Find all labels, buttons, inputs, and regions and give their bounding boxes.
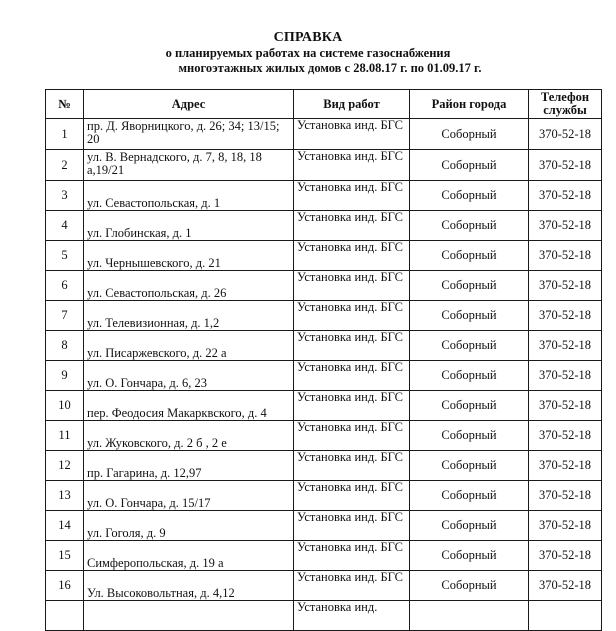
row-number: 16: [46, 571, 84, 601]
row-address: пер. Феодосия Макарквского, д. 4: [84, 391, 294, 421]
table-row: [46, 150, 602, 181]
row-address: ул. В. Вернадского, д. 7, 8, 18, 18 а,19/21: [84, 150, 294, 181]
table-row: [46, 391, 602, 421]
row-work-type: Установка инд. БГС: [294, 211, 410, 241]
row-district: Соборный: [410, 271, 529, 301]
row-address: Ул. Высоковольтная, д. 4,12: [84, 571, 294, 601]
document-subtitle-line1: о планируемых работах на системе газоснабжения: [165, 46, 451, 60]
row-district: Соборный: [410, 511, 529, 541]
row-work-type: Установка инд. БГС: [294, 451, 410, 481]
row-phone: 370-52-18: [529, 331, 602, 361]
row-district: Соборный: [410, 119, 529, 150]
row-district: Соборный: [410, 150, 529, 181]
row-number: 3: [46, 181, 84, 211]
row-phone: 370-52-18: [529, 421, 602, 451]
row-work-type: Установка инд. БГС: [294, 119, 410, 150]
row-number: 10: [46, 391, 84, 421]
row-phone: 370-52-18: [529, 211, 602, 241]
row-district: Соборный: [410, 361, 529, 391]
row-phone: 370-52-18: [529, 241, 602, 271]
row-number: 7: [46, 301, 84, 331]
table-row: [46, 511, 602, 541]
row-phone: 370-52-18: [529, 391, 602, 421]
row-address: ул. Писаржевского, д. 22 а: [84, 331, 294, 361]
row-work-type: Установка инд. БГС: [294, 331, 410, 361]
table-row: [46, 119, 602, 150]
column-header-address: Адрес: [84, 90, 294, 119]
row-number: 15: [46, 541, 84, 571]
row-phone: 370-52-18: [529, 150, 602, 181]
table-row: [46, 361, 602, 391]
row-phone: 370-52-18: [529, 571, 602, 601]
row-phone: 370-52-18: [529, 511, 602, 541]
row-phone: 370-52-18: [529, 451, 602, 481]
row-district: Соборный: [410, 421, 529, 451]
row-phone: 370-52-18: [529, 541, 602, 571]
document-title: СПРАВКА: [273, 30, 343, 45]
row-address: ул. О. Гончара, д. 6, 23: [84, 361, 294, 391]
column-header-num: №: [46, 90, 84, 119]
row-number: 4: [46, 211, 84, 241]
row-number: 6: [46, 271, 84, 301]
column-header-phone-line1: Телефон: [540, 90, 590, 104]
row-work-type: Установка инд. БГС: [294, 301, 410, 331]
row-phone: 370-52-18: [529, 481, 602, 511]
table-row: [46, 481, 602, 511]
row-address: ул. Севастопольская, д. 1: [84, 181, 294, 211]
works-table: [45, 89, 602, 631]
table-row: [46, 571, 602, 601]
row-address: ул. Глобинская, д. 1: [84, 211, 294, 241]
table-row: [46, 301, 602, 331]
row-address: ул. Телевизионная, д. 1,2: [84, 301, 294, 331]
row-address: пр. Гагарина, д. 12,97: [84, 451, 294, 481]
row-phone: [529, 601, 602, 631]
row-number: 14: [46, 511, 84, 541]
row-work-type: Установка инд. БГС: [294, 361, 410, 391]
table-row: [46, 181, 602, 211]
row-district: Соборный: [410, 211, 529, 241]
row-work-type: Установка инд. БГС: [294, 481, 410, 511]
row-address: ул. Гоголя, д. 9: [84, 511, 294, 541]
table-row: [46, 211, 602, 241]
row-district: Соборный: [410, 241, 529, 271]
column-header-district: Район города: [410, 90, 529, 119]
row-number: 11: [46, 421, 84, 451]
row-work-type: Установка инд. БГС: [294, 391, 410, 421]
row-work-type: Установка инд. БГС: [294, 150, 410, 181]
table-row: [46, 241, 602, 271]
row-number: [46, 601, 84, 631]
row-number: 13: [46, 481, 84, 511]
row-address: ул. О. Гончара, д. 15/17: [84, 481, 294, 511]
table-row: [46, 271, 602, 301]
row-address: ул. Севастопольская, д. 26: [84, 271, 294, 301]
row-number: 12: [46, 451, 84, 481]
row-district: Соборный: [410, 451, 529, 481]
row-work-type: Установка инд. БГС: [294, 511, 410, 541]
document-subtitle-line2: многоэтажных жилых домов с 28.08.17 г. по 01.09.17 г.: [178, 61, 482, 75]
row-address: пр. Д. Яворницкого, д. 26; 34; 13/15; 20: [84, 119, 294, 150]
row-district: Соборный: [410, 331, 529, 361]
row-phone: 370-52-18: [529, 271, 602, 301]
row-work-type: Установка инд. БГС: [294, 421, 410, 451]
table-row: [46, 541, 602, 571]
column-header-phone: [529, 90, 602, 119]
row-district: Соборный: [410, 541, 529, 571]
row-district: Соборный: [410, 181, 529, 211]
table-row: [46, 331, 602, 361]
row-district: [410, 601, 529, 631]
row-number: 1: [46, 119, 84, 150]
row-work-type: Установка инд.: [294, 601, 410, 631]
row-number: 9: [46, 361, 84, 391]
table-row: [46, 451, 602, 481]
table-row-partial: [46, 601, 602, 631]
row-address: Симферопольская, д. 19 а: [84, 541, 294, 571]
row-phone: 370-52-18: [529, 301, 602, 331]
row-work-type: Установка инд. БГС: [294, 181, 410, 211]
row-number: 8: [46, 331, 84, 361]
row-work-type: Установка инд. БГС: [294, 241, 410, 271]
column-header-phone-line2: службы: [543, 103, 587, 117]
row-district: Соборный: [410, 571, 529, 601]
row-address: [84, 601, 294, 631]
column-header-work: Вид работ: [294, 90, 410, 119]
row-phone: 370-52-18: [529, 119, 602, 150]
row-district: Соборный: [410, 301, 529, 331]
row-phone: 370-52-18: [529, 361, 602, 391]
row-number: 5: [46, 241, 84, 271]
row-work-type: Установка инд. БГС: [294, 571, 410, 601]
row-address: ул. Жуковского, д. 2 б , 2 е: [84, 421, 294, 451]
row-number: 2: [46, 150, 84, 181]
row-phone: 370-52-18: [529, 181, 602, 211]
row-address: ул. Чернышевского, д. 21: [84, 241, 294, 271]
table-header-row: [46, 90, 602, 119]
row-work-type: Установка инд. БГС: [294, 271, 410, 301]
row-district: Соборный: [410, 481, 529, 511]
table-row: [46, 421, 602, 451]
row-district: Соборный: [410, 391, 529, 421]
row-work-type: Установка инд. БГС: [294, 541, 410, 571]
